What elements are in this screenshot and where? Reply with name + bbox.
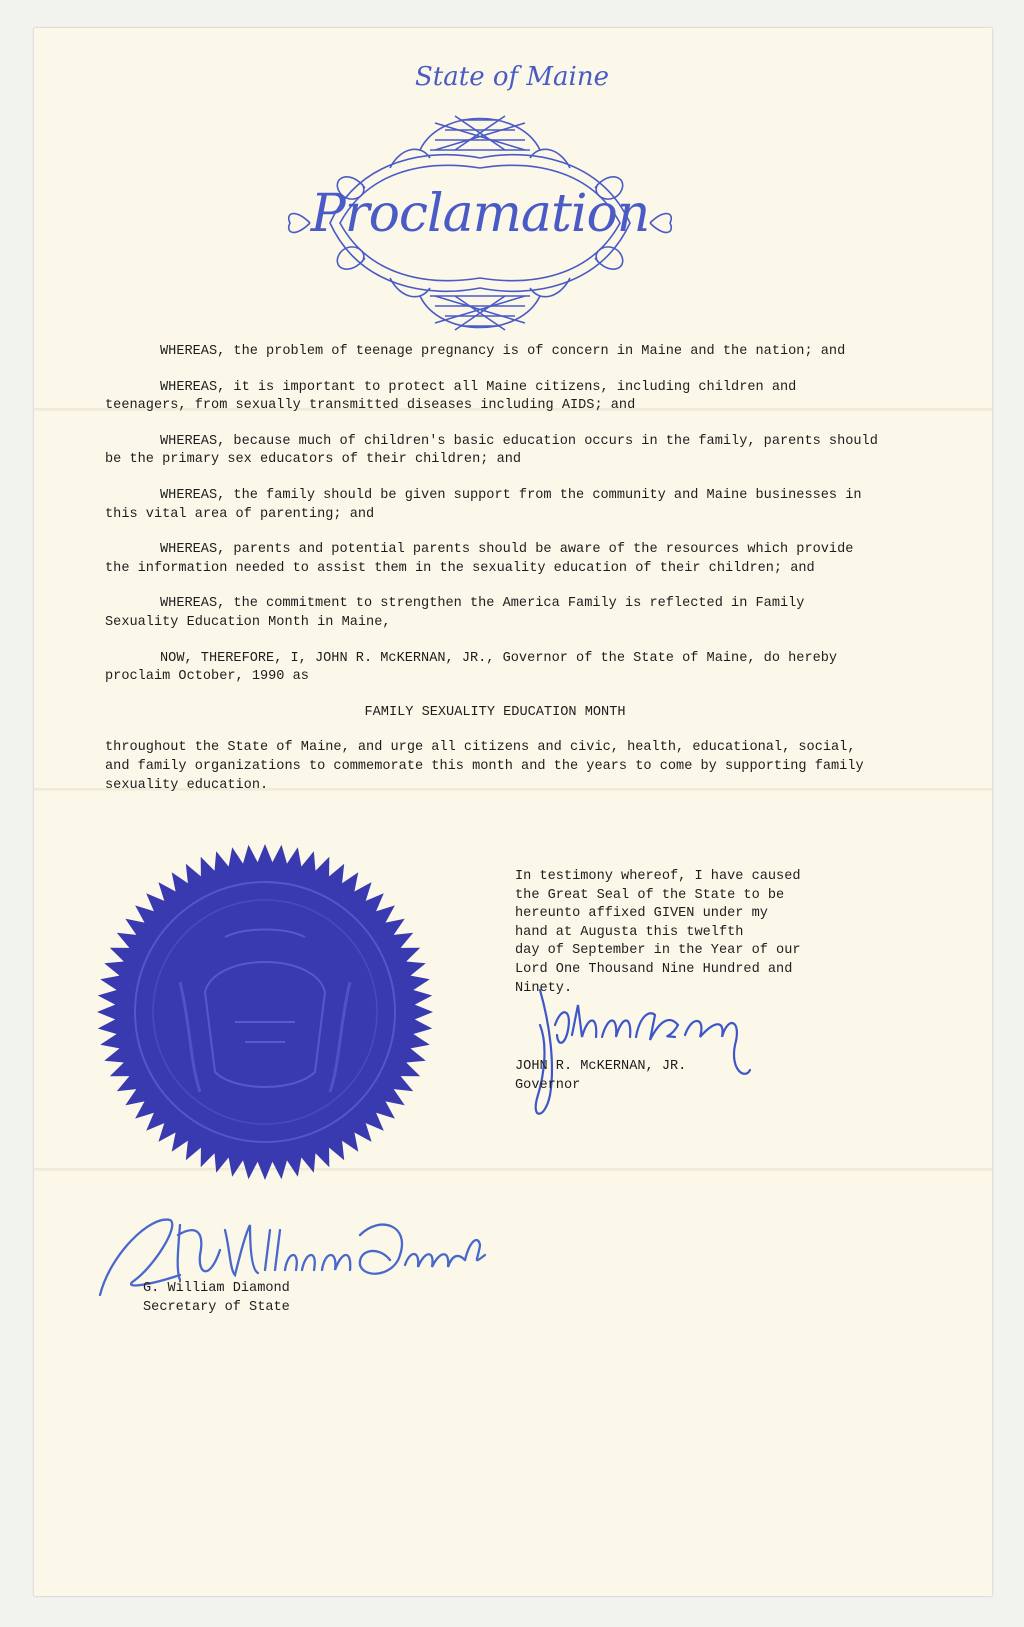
whereas-paragraph: WHEREAS, the problem of teenage pregnancy is of concern in Maine and the nation; and [160, 344, 846, 359]
testimony-line: In testimony whereof, I have caused [515, 869, 801, 884]
testimony-line: day of September in the Year of our [515, 943, 801, 959]
whereas-paragraph: WHEREAS, the commitment to strengthen the America Family is reflected in Family Sexuality Education Month in Maine, [105, 596, 805, 630]
great-seal-icon [95, 842, 435, 1182]
testimony-line: hand at Augusta this twelfth [515, 924, 744, 940]
testimony-block [515, 868, 845, 998]
governor-name: JOHN R. McKERNAN, JR. [515, 1059, 687, 1074]
secretary-name-block [143, 1280, 290, 1317]
testimony-line: Ninety. [515, 980, 573, 996]
secretary-name: G. William Diamond [143, 1281, 290, 1296]
state-title: State of Maine [415, 62, 609, 92]
therefore-paragraph: NOW, THEREFORE, I, JOHN R. McKERNAN, JR., Governor of the State of Maine, do hereby proclaim October, 1990 as [105, 650, 838, 685]
governor-name-block [515, 1058, 686, 1095]
governor-title: Governor [515, 1077, 581, 1093]
whereas-paragraph: WHEREAS, it is important to protect all Maine citizens, including children and teenagers, from sexually transmitted diseases including AIDS; and [105, 379, 797, 414]
proclamation-body [105, 343, 885, 812]
proclamation-title: Proclamation [310, 184, 650, 244]
whereas-paragraph: WHEREAS, the family should be given support from the community and Maine businesses in this vital area of parenting; and [105, 487, 862, 522]
closing-paragraph: throughout the State of Maine, and urge all citizens and civic, health, educational, social, and family organizations to commemorate this month and the years to come by supporting family sexuality education. [105, 740, 864, 793]
testimony-line: hereunto affixed GIVEN under my [515, 906, 768, 922]
proclaimed-title: FAMILY SEXUALITY EDUCATION MONTH [364, 704, 626, 720]
secretary-title: Secretary of State [143, 1299, 290, 1315]
whereas-paragraph: WHEREAS, because much of children's basic education occurs in the family, parents should be the primary sex educators of their children; and [105, 433, 878, 468]
testimony-line: the Great Seal of the State to be [515, 887, 785, 903]
testimony-line: Lord One Thousand Nine Hundred and [515, 961, 793, 977]
whereas-paragraph: WHEREAS, parents and potential parents should be aware of the resources which provide the information needed to assist them in the sexuality education of their children; and [105, 542, 854, 576]
